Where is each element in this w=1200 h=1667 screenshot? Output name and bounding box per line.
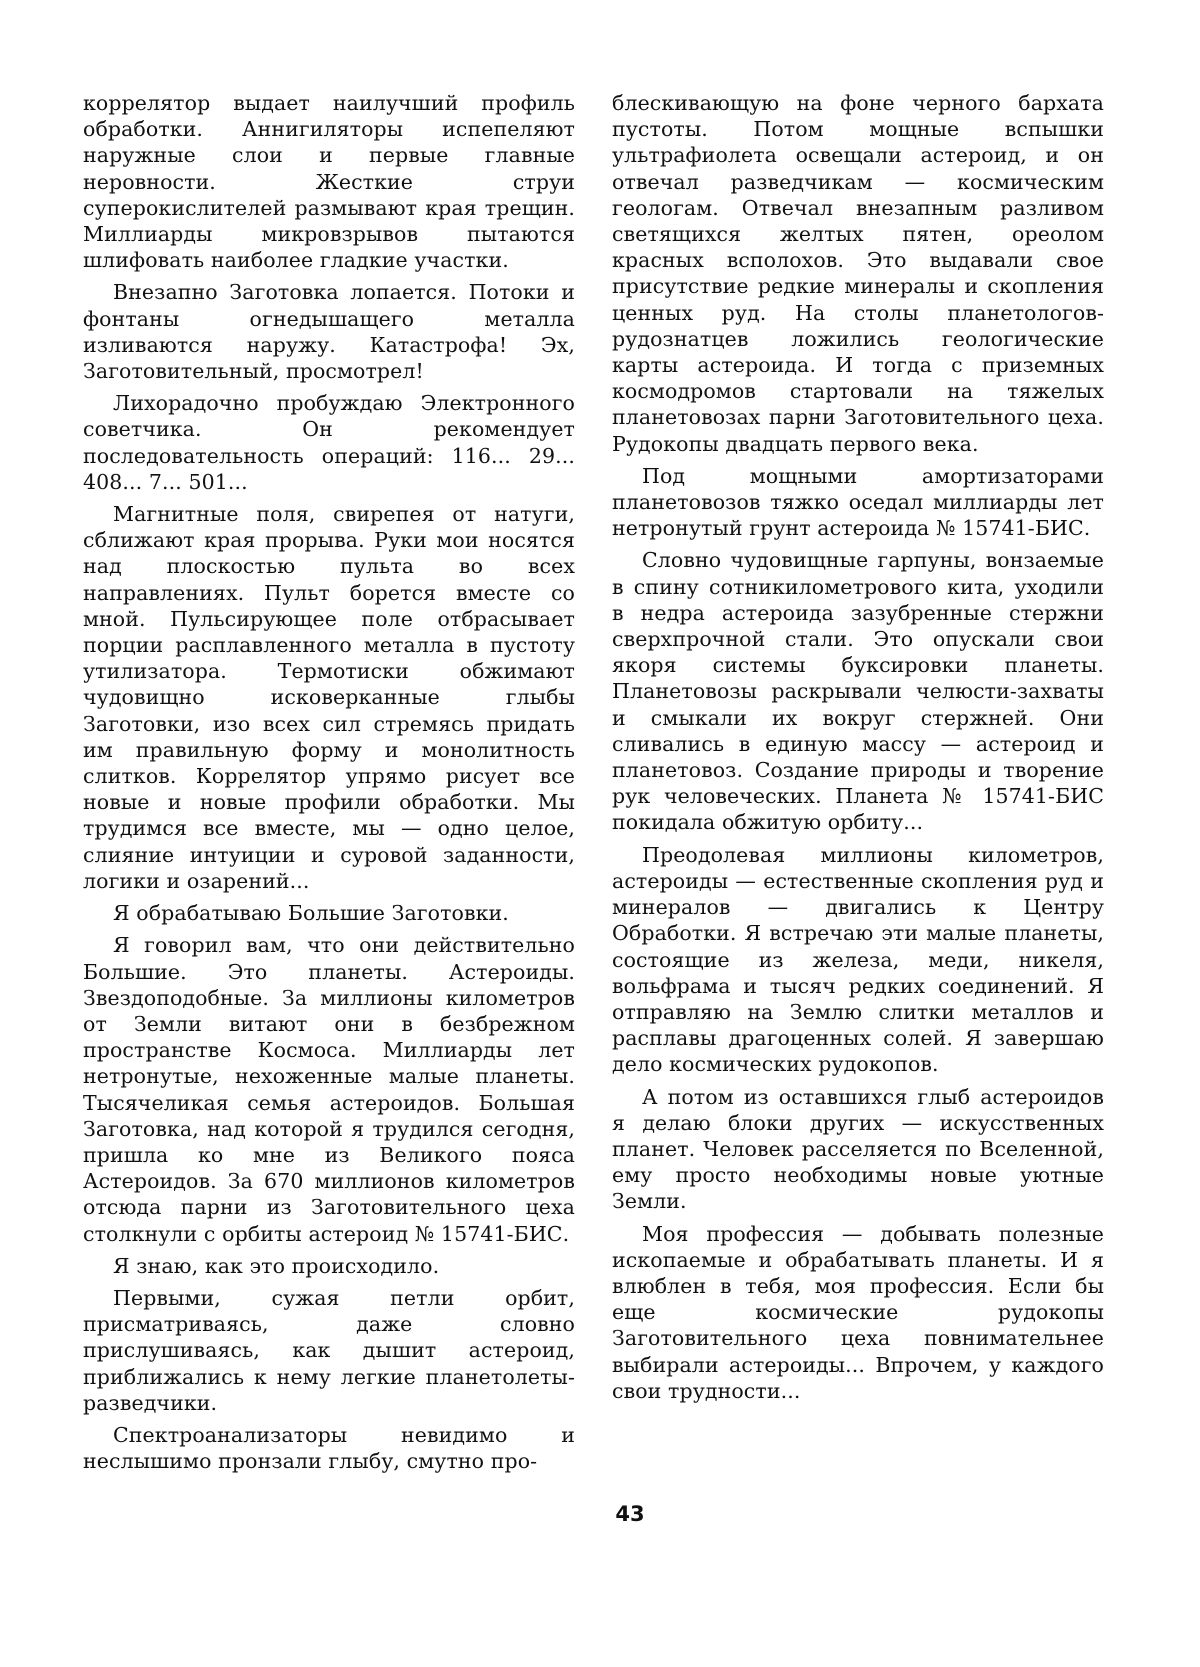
paragraph: Я знаю, как это происходило. bbox=[83, 1253, 575, 1279]
paragraph: Я говорил вам, что они действительно Большие. Это планеты. Астероиды. Звездоподобные. За миллионы километров от Земли витают они в безбрежном пространстве Космоса. Миллиарды лет нетронутые, нехоженные малые планеты. Тысячеликая семья астероидов. Большая Заготовка, над которой я трудился сегодня, пришла ко мне из Великого пояса Астероидов. За 670 миллионов километров отсюда парни из Заготовительного цеха столкнули с орбиты астероид № 15741-БИС. bbox=[83, 932, 575, 1246]
paragraph: Внезапно Заготовка лопается. Потоки и фонтаны огнедышащего металла изливаются наружу. Катастрофа! Эх, Заготовительный, просмотрел! bbox=[83, 279, 575, 384]
paragraph: Я обрабатываю Большие Заготовки. bbox=[83, 900, 575, 926]
page-number: 43 bbox=[0, 1502, 1200, 1526]
paragraph: Спектроанализаторы невидимо и неслышимо пронзали глыбу, смутно про- bbox=[83, 1422, 575, 1474]
paragraph: А потом из оставшихся глыб астероидов я делаю блоки других — искусственных планет. Человек расселяется по Вселенной, ему просто необходимы новые уютные Земли. bbox=[612, 1084, 1104, 1215]
right-column bbox=[612, 90, 1104, 1410]
book-page bbox=[0, 0, 1200, 1667]
paragraph: Преодолевая миллионы километров, астероиды — естественные скопления руд и минералов — двигались к Центру Обработки. Я встречаю эти малые планеты, состоящие из железа, меди, никеля, вольфрама и тысяч редких соединений. Я отправляю на Землю слитки металлов и расплавы драгоценных солей. Я завершаю дело космических рудокопов. bbox=[612, 842, 1104, 1078]
paragraph: Лихорадочно пробуждаю Электронного советчика. Он рекомендует последовательность операций: 116... 29... 408... 7... 501... bbox=[83, 390, 575, 495]
paragraph: Магнитные поля, свирепея от натуги, сближают края прорыва. Руки мои носятся над плоскостью пульта во всех направлениях. Пульт борется вместе со мной. Пульсирующее поле отбрасывает порции расплавленного металла в пустоту утилизатора. Термотиски обжимают чудовищно исковерканные глыбы Заготовки, изо всех сил стремясь придать им правильную форму и монолитность слитков. Коррелятор упрямо рисует все новые и новые профили обработки. Мы трудимся все вместе, мы — одно целое, слияние интуиции и суровой заданности, логики и озарений... bbox=[83, 501, 575, 894]
left-column bbox=[83, 90, 575, 1480]
paragraph: коррелятор выдает наилучший профиль обработки. Аннигиляторы испепеляют наружные слои и первые главные неровности. Жесткие струи суперокислителей размывают края трещин. Миллиарды микровзрывов пытаются шлифовать наиболее гладкие участки. bbox=[83, 90, 575, 273]
paragraph: Первыми, сужая петли орбит, присматриваясь, даже словно прислушиваясь, как дышит астероид, приближались к нему легкие планетолеты-разведчики. bbox=[83, 1285, 575, 1416]
paragraph: Словно чудовищные гарпуны, вонзаемые в спину сотникилометрового кита, уходили в недра астероида зазубренные стержни сверхпрочной стали. Это опускали свои якоря системы буксировки планеты. Планетовозы раскрывали челюсти-захваты и смыкали их вокруг стержней. Они сливались в единую массу — астероид и планетовоз. Создание природы и творение рук человеческих. Планета № 15741-БИС покидала обжитую орбиту... bbox=[612, 547, 1104, 835]
paragraph: блескивающую на фоне черного бархата пустоты. Потом мощные вспышки ультрафиолета освещали астероид, и он отвечал разведчикам — космическим геологам. Отвечал внезапным разливом светящихся желтых пятен, ореолом красных всполохов. Это выдавали свое присутствие редкие минералы и скопления ценных руд. На столы планетологов-рудознатцев ложились геологические карты астероида. И тогда с приземных космодромов стартовали на тяжелых планетовозах парни Заготовительного цеха. Рудокопы двадцать первого века. bbox=[612, 90, 1104, 457]
paragraph: Моя профессия — добывать полезные ископаемые и обрабатывать планеты. И я влюблен в тебя, моя профессия. Если бы еще космические рудокопы Заготовительного цеха повнимательнее выбирали астероиды... Впрочем, у каждого свои трудности... bbox=[612, 1221, 1104, 1404]
paragraph: Под мощными амортизаторами планетовозов тяжко оседал миллиарды лет нетронутый грунт астероида № 15741-БИС. bbox=[612, 463, 1104, 542]
